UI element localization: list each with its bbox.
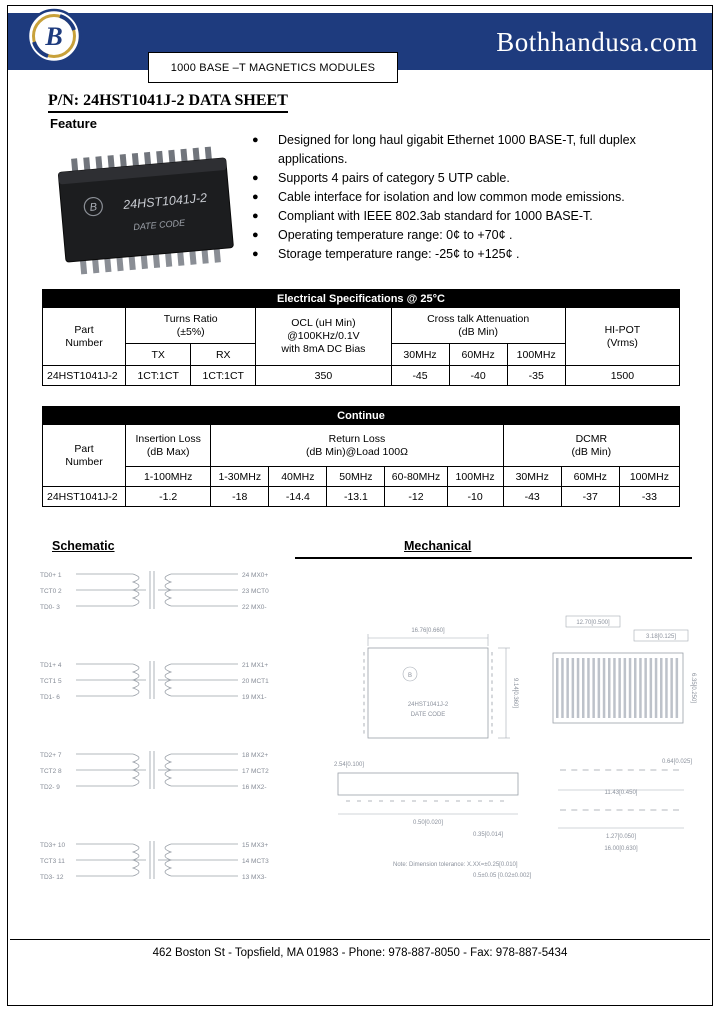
schematic-pin-label: 13 MX3- xyxy=(242,874,267,881)
table-row xyxy=(43,487,680,507)
schematic-pin-label: TD1- 6 xyxy=(40,694,60,701)
cell-rx: 1CT:1CT xyxy=(191,366,256,386)
mech-dim: 9.14[0.360] xyxy=(512,677,518,709)
feature-heading: Feature xyxy=(50,116,97,131)
subheader-rl-1-30mhz: 1-30MHz xyxy=(211,467,269,487)
feature-item xyxy=(252,245,672,264)
table-row xyxy=(43,366,680,386)
col-header-return-loss: Return Loss (dB Min)@Load 100Ω xyxy=(211,425,503,467)
cell-dcmr-100: -33 xyxy=(619,487,679,507)
electrical-spec-title: Electrical Specifications @ 25°C xyxy=(42,289,680,307)
schematic-pin-label: 19 MX1- xyxy=(242,694,267,701)
schematic-pin-label: 16 MX2- xyxy=(242,784,267,791)
mech-part-number: 24HST1041J-2 xyxy=(407,702,449,708)
schematic-pin-label: TCT3 11 xyxy=(40,858,65,865)
col-header-tx: TX xyxy=(126,344,191,366)
col-header-turns-ratio: Turns Ratio (±5%) xyxy=(126,308,256,344)
col-header-100mhz: 100MHz xyxy=(507,344,565,366)
schematic-pin-label: TD3- 12 xyxy=(40,874,64,881)
feature-item-text: Storage temperature range: -25¢ to +125¢ . xyxy=(278,247,520,261)
bullet-icon: ● xyxy=(252,210,259,222)
electrical-spec-table xyxy=(42,289,680,386)
col-header-dcmr: DCMR (dB Min) xyxy=(503,425,679,467)
subheader-dcmr-100mhz: 100MHz xyxy=(619,467,679,487)
mech-dim: 3.18[0.125] xyxy=(645,634,677,640)
logo-letter: B xyxy=(45,22,63,51)
feature-item xyxy=(252,131,672,169)
schematic-pin-label: 17 MCT2 xyxy=(242,768,269,775)
schematic-pin-label: TD0- 3 xyxy=(40,604,60,611)
page-title: P/N: 24HST1041J-2 DATA SHEET xyxy=(48,92,288,113)
mech-note: 0.5±0.05 [0.02±0.002] xyxy=(473,873,532,879)
cell-il: -1.2 xyxy=(126,487,211,507)
col-header-rx: RX xyxy=(191,344,256,366)
mech-dim: 0.35[0.014] xyxy=(472,832,504,838)
product-banner: 1000 BASE –T MAGNETICS MODULES xyxy=(148,52,398,83)
schematic-pin-label: TD0+ 1 xyxy=(40,572,62,579)
feature-item-text: Operating temperature range: 0¢ to +70¢ . xyxy=(278,228,513,242)
cell-hipot: 1500 xyxy=(565,366,679,386)
subheader-rl-50mhz: 50MHz xyxy=(327,467,385,487)
cell-ct-60: -40 xyxy=(449,366,507,386)
feature-item-text: Compliant with IEEE 802.3ab standard for 1000 BASE-T. xyxy=(278,209,593,223)
schematic-pin-label: 18 MX2+ xyxy=(242,752,269,759)
bullet-icon: ● xyxy=(252,134,259,146)
subheader-rl-100mhz: 100MHz xyxy=(447,467,503,487)
cell-ocl: 350 xyxy=(256,366,391,386)
mech-dim: 6.35[0.250] xyxy=(690,672,696,704)
schematic-pin-label: 14 MCT3 xyxy=(242,858,269,865)
mech-dim: 2.54[0.100] xyxy=(334,762,365,768)
schematic-pin-label: TCT0 2 xyxy=(40,588,62,595)
schematic-pin-label: 20 MCT1 xyxy=(242,678,269,685)
mech-dim: 16.00[0.630] xyxy=(604,846,638,852)
col-header-crosstalk: Cross talk Attenuation (dB Min) xyxy=(391,308,565,344)
mech-dim: 12.70[0.500] xyxy=(576,620,610,626)
chip-date-code: DATE CODE xyxy=(132,217,186,233)
schematic-pin-label: TD2- 9 xyxy=(40,784,60,791)
col-header-30mhz: 30MHz xyxy=(391,344,449,366)
feature-item-text: Cable interface for isolation and low common mode emissions. xyxy=(278,190,625,204)
bullet-icon: ● xyxy=(252,172,259,184)
footer-text: 462 Boston St - Topsfield, MA 01983 - Phone: 978-887-8050 - Fax: 978-887-5434 xyxy=(152,947,568,959)
col-header-part: Part Number xyxy=(43,425,126,487)
cell-part-number: 24HST1041J-2 xyxy=(43,366,126,386)
schematic-pin-label: 22 MX0- xyxy=(242,604,267,611)
footer-divider xyxy=(10,939,710,940)
site-title: Bothhandusa.com xyxy=(496,27,698,57)
feature-list xyxy=(252,131,672,264)
bullet-icon: ● xyxy=(252,229,259,241)
mech-dim: 11.43[0.450] xyxy=(604,790,638,796)
col-header-ocl: OCL (uH Min) @100KHz/0.1V with 8mA DC Bias xyxy=(256,308,391,366)
cell-rl-60-80: -12 xyxy=(385,487,447,507)
col-header-60mhz: 60MHz xyxy=(449,344,507,366)
cell-rl-100: -10 xyxy=(447,487,503,507)
subheader-dcmr-30mhz: 30MHz xyxy=(503,467,561,487)
cell-rl-50: -13.1 xyxy=(327,487,385,507)
mechanical-drawing xyxy=(298,558,698,893)
schematic-pin-label: TD2+ 7 xyxy=(40,752,62,759)
feature-item xyxy=(252,188,672,207)
chip-logo-letter: B xyxy=(89,201,98,214)
feature-item xyxy=(252,226,672,245)
col-header-insertion-loss: Insertion Loss (dB Max) xyxy=(126,425,211,467)
col-header-part: Part Number xyxy=(43,308,126,366)
mech-logo-letter: B xyxy=(407,673,413,679)
cell-ct-30: -45 xyxy=(391,366,449,386)
feature-item xyxy=(252,207,672,226)
feature-item xyxy=(252,169,672,188)
cell-ct-100: -35 xyxy=(507,366,565,386)
schematic-pin-label: TD3+ 10 xyxy=(40,842,66,849)
cell-dcmr-30: -43 xyxy=(503,487,561,507)
chip-part-number: 24HST1041J-2 xyxy=(122,190,208,212)
schematic-pin-label: 21 MX1+ xyxy=(242,662,269,669)
cell-dcmr-60: -37 xyxy=(561,487,619,507)
schematic-drawing xyxy=(38,562,303,934)
mech-dim: 1.27[0.050] xyxy=(605,834,637,840)
mech-note: Note: Dimension tolerance: X.XX=±0.25[0.010] xyxy=(393,862,518,868)
schematic-pin-label: TD1+ 4 xyxy=(40,662,62,669)
bullet-icon: ● xyxy=(252,248,259,260)
schematic-pin-label: TCT1 5 xyxy=(40,678,62,685)
mech-dim: 16.76[0.660] xyxy=(411,628,445,634)
chip-photo xyxy=(46,132,248,292)
mech-dim: 0.64[0.025] xyxy=(661,759,692,765)
continue-table xyxy=(42,406,680,507)
company-logo-icon xyxy=(26,8,82,64)
mechanical-heading: Mechanical xyxy=(404,539,472,553)
schematic-heading: Schematic xyxy=(52,539,115,553)
schematic-pin-label: TCT2 8 xyxy=(40,768,62,775)
cell-part-number: 24HST1041J-2 xyxy=(43,487,126,507)
cell-tx: 1CT:1CT xyxy=(126,366,191,386)
subheader-dcmr-60mhz: 60MHz xyxy=(561,467,619,487)
subheader-il-1-100mhz: 1-100MHz xyxy=(126,467,211,487)
bullet-icon: ● xyxy=(252,191,259,203)
feature-item-text: Designed for long haul gigabit Ethernet 1000 BASE-T, full duplex applications. xyxy=(278,133,636,166)
subheader-rl-60-80mhz: 60-80MHz xyxy=(385,467,447,487)
subheader-rl-40mhz: 40MHz xyxy=(269,467,327,487)
continue-title: Continue xyxy=(42,406,680,424)
cell-rl-40: -14.4 xyxy=(269,487,327,507)
col-header-hipot: HI-POT (Vrms) xyxy=(565,308,679,366)
mech-dim: 0.50[0.020] xyxy=(412,820,444,826)
mech-date-code: DATE CODE xyxy=(410,712,446,718)
schematic-pin-label: 24 MX0+ xyxy=(242,572,269,579)
schematic-pin-label: 15 MX3+ xyxy=(242,842,269,849)
cell-rl-1-30: -18 xyxy=(211,487,269,507)
schematic-pin-label: 23 MCT0 xyxy=(242,588,269,595)
feature-item-text: Supports 4 pairs of category 5 UTP cable. xyxy=(278,171,510,185)
